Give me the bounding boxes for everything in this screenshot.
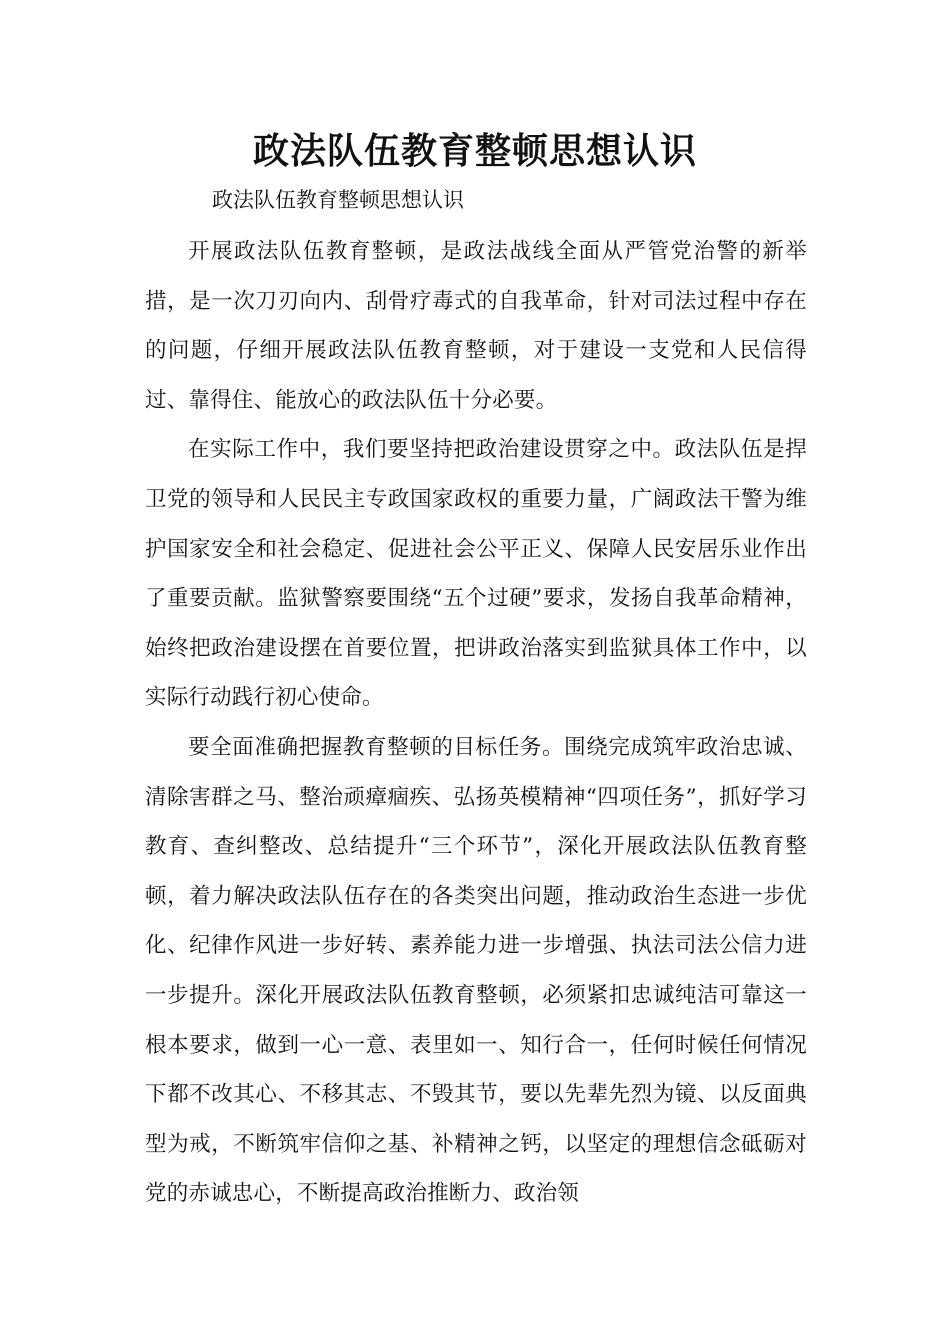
document-title: 政法队伍教育整顿思想认识 — [252, 131, 697, 172]
document-body — [145, 227, 807, 1219]
paragraph-3: 要全面准确把握教育整顿的目标任务。围绕完成筑牢政治忠诚、清除害群之马、整治顽瘴痼疾、弘扬英模精神“四项任务”，抓好学习教育、查纠整改、总结提升“三个环节”，深化开展政法队伍教育整顿，着力解决政法队伍存在的各类突出问题，推动政治生态进一步优化、纪律作风进一步好转、素养能力进一步增强、执法司法公信力进一步提升。深化开展政法队伍教育整顿，必须紧扣忠诚纯洁可靠这一根本要求，做到一心一意、表里如一、知行合一，任何时候任何情况下都不改其心、不移其志、不毁其节，要以先辈先烈为镜、以反面典型为戒，不断筑牢信仰之基、补精神之钙，以坚定的理想信念砥砺对党的赤诚忠心，不断提高政治推断力、政治领 — [145, 734, 807, 1207]
document-subtitle: 政法队伍教育整顿思想认识 — [212, 188, 464, 212]
paragraph-1: 开展政法队伍教育整顿，是政法战线全面从严管党治警的新举措，是一次刀刃向内、刮骨疗毒式的自我革命，针对司法过程中存在的问题，仔细开展政法队伍教育整顿，对于建设一支党和人民信得过、靠得住、能放心的政法队伍十分必要。 — [145, 239, 807, 413]
paragraph-2: 在实际工作中，我们要坚持把政治建设贯穿之中。政法队伍是捍卫党的领导和人民民主专政国家政权的重要力量，广阔政法干警为维护国家安全和社会稳定、促进社会公平正义、保障人民安居乐业作出了重要贡献。监狱警察要围绕“五个过硬”要求，发扬自我革命精神，始终把政治建设摆在首要位置，把讲政治落实到监狱具体工作中，以实际行动践行初心使命。 — [145, 437, 807, 711]
